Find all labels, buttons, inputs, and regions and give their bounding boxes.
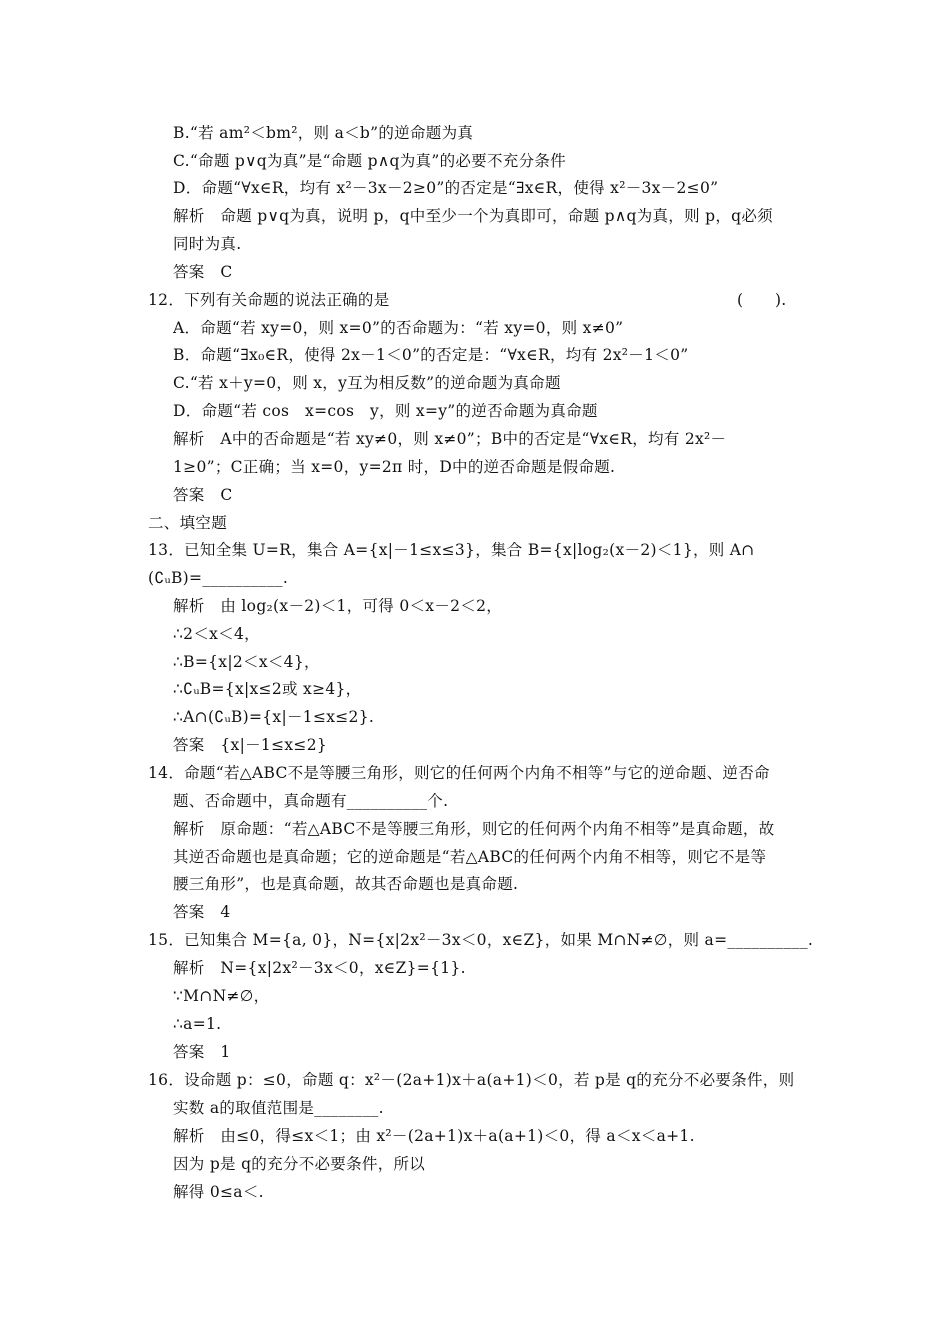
q15-stem: 15．已知集合 M={a, 0}，N={x|2x²－3x＜0，x∈Z}，如果 M∩N≠∅，则 a=__________.	[148, 931, 814, 949]
q11-analysis-line2: 同时为真.	[173, 235, 242, 253]
q14-analysis-line2: 其逆否命题也是真命题；它的逆命题是“若△ABC的任何两个内角不相等，则它不是等	[173, 848, 767, 866]
q16-analysis-line3: 解得 0≤a＜.	[173, 1183, 264, 1201]
q12-answer-paren: ( ).	[737, 291, 787, 309]
q13-stem-line2: (∁ᵤB)=__________.	[148, 569, 289, 587]
q12-analysis-line2: 1≥0”；C正确；当 x=0，y=2π 时，D中的逆否命题是假命题.	[173, 458, 616, 476]
q11-option-b: B.“若 am²＜bm²，则 a＜b”的逆命题为真	[173, 124, 474, 142]
q12-option-b: B．命题“∃x₀∈R，使得 2x－1＜0”的否定是：“∀x∈R，均有 2x²－1＜0”	[173, 346, 689, 364]
q13-analysis-line2: ∴2＜x＜4，	[173, 625, 260, 643]
q16-stem-line2: 实数 a的取值范围是________.	[173, 1099, 384, 1117]
q14-analysis-line3: 腰三角形”，也是真命题，故其否命题也是真命题.	[173, 875, 519, 893]
q11-analysis-line1: 解析 命题 p∨q为真，说明 p，q中至少一个为真即可，命题 p∧q为真，则 p，q必须	[173, 207, 773, 225]
q14-stem-line1: 14．命题“若△ABC不是等腰三角形，则它的任何两个内角不相等”与它的逆命题、逆否命	[148, 764, 770, 782]
q12-analysis-line1: 解析 A中的否命题是“若 xy≠0，则 x≠0”；B中的否定是“∀x∈R，均有 2x²－	[173, 430, 727, 448]
q15-analysis-line1: 解析 N={x|2x²－3x＜0，x∈Z}={1}.	[173, 959, 466, 977]
q13-analysis-line1: 解析 由 log₂(x－2)＜1，可得 0＜x－2＜2，	[173, 597, 503, 615]
q13-analysis-line4: ∴∁ᵤB={x|x≤2或 x≥4}，	[173, 680, 362, 698]
q16-analysis-line1: 解析 由≤0，得≤x＜1；由 x²－(2a+1)x＋a(a+1)＜0，得 a＜x＜a+1.	[173, 1127, 695, 1145]
q14-answer: 答案 4	[173, 903, 231, 921]
q12-option-a: A．命题“若 xy=0，则 x=0”的否命题为：“若 xy=0，则 x≠0”	[173, 319, 624, 337]
q13-analysis-line3: ∴B={x|2＜x＜4}，	[173, 653, 320, 671]
q14-analysis-line1: 解析 原命题：“若△ABC不是等腰三角形，则它的任何两个内角不相等”是真命题，故	[173, 820, 775, 838]
q12-option-d: D．命题“若 cos x=cos y，则 x=y”的逆否命题为真命题	[173, 402, 598, 420]
q15-answer: 答案 1	[173, 1043, 231, 1061]
q16-analysis-line2: 因为 p是 q的充分不必要条件，所以	[173, 1155, 426, 1173]
q14-stem-line2: 题、否命题中，真命题有__________个.	[173, 792, 449, 810]
section-heading-fill-in: 二、填空题	[148, 514, 228, 532]
q11-answer: 答案 C	[173, 263, 233, 281]
q13-stem-line1: 13．已知全集 U=R，集合 A={x|－1≤x≤3}，集合 B={x|log₂(x－2)＜1}，则 A∩	[148, 541, 755, 559]
q15-analysis-line3: ∴a=1.	[173, 1015, 222, 1033]
q15-analysis-line2: ∵M∩N≠∅，	[173, 987, 270, 1005]
q12-option-c: C.“若 x＋y=0，则 x，y互为相反数”的逆命题为真命题	[173, 374, 561, 392]
q16-stem-line1: 16．设命题 p：≤0，命题 q：x²－(2a+1)x＋a(a+1)＜0，若 p是 q的充分不必要条件，则	[148, 1071, 795, 1089]
q13-analysis-line5: ∴A∩(∁ᵤB)={x|－1≤x≤2}.	[173, 708, 375, 726]
q13-answer: 答案 {x|－1≤x≤2}	[173, 736, 328, 754]
q12-answer: 答案 C	[173, 486, 233, 504]
q11-option-d: D．命题“∀x∈R，均有 x²－3x－2≥0”的否定是“∃x∈R，使得 x²－3x－2≤0”	[173, 179, 719, 197]
q12-stem: 12．下列有关命题的说法正确的是	[148, 291, 390, 309]
q11-option-c: C.“命题 p∨q为真”是“命题 p∧q为真”的必要不充分条件	[173, 152, 566, 170]
